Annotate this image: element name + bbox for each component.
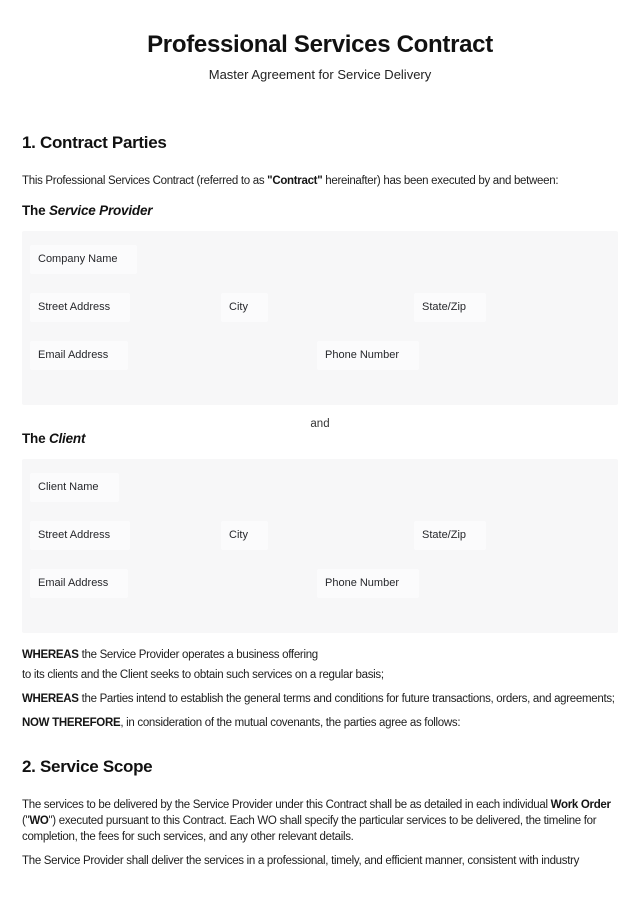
service-scope-paragraph-1: The services to be delivered by the Service Provider under this Contract shall be as detailed in each individual Work Order ("WO") executed pursuant to this Contract. Each WO shall specify the particular services to be delivered, the timeline for completion, the fees for such services, and any other relevant details.: [22, 799, 611, 843]
client-city-field[interactable]: City: [221, 521, 268, 550]
provider-state-zip-field[interactable]: State/Zip: [414, 293, 486, 322]
client-email-field[interactable]: Email Address: [30, 569, 128, 598]
client-name-field[interactable]: Client Name: [30, 473, 119, 502]
client-state-zip-field[interactable]: State/Zip: [414, 521, 486, 550]
client-info-box: [22, 459, 618, 633]
client-heading: The Client: [22, 431, 86, 446]
company-name-field[interactable]: Company Name: [30, 245, 137, 274]
section-heading-contract-parties: 1. Contract Parties: [22, 133, 167, 152]
service-scope-paragraph-2: The Service Provider shall deliver the services in a professional, timely, and efficient manner, consistent with industry: [22, 855, 580, 867]
intro-paragraph: This Professional Services Contract (referred to as "Contract" hereinafter) has been executed by and between:: [22, 175, 559, 187]
provider-row-address: [30, 293, 610, 322]
provider-heading: The Service Provider: [22, 203, 153, 218]
client-row-address: [30, 521, 610, 550]
section-heading-service-scope: 2. Service Scope: [22, 757, 153, 776]
provider-info-box: [22, 231, 618, 405]
document-title: Professional Services Contract: [147, 31, 493, 58]
provider-email-field[interactable]: Email Address: [30, 341, 128, 370]
client-row-contact: [30, 569, 610, 598]
and-separator: and: [310, 418, 330, 430]
now-therefore-clause: NOW THEREFORE, in consideration of the mutual covenants, the parties agree as follows:: [22, 717, 461, 729]
document-subtitle: Master Agreement for Service Delivery: [208, 67, 432, 82]
provider-phone-field[interactable]: Phone Number: [317, 341, 419, 370]
provider-row-contact: [30, 341, 610, 370]
provider-street-address-field[interactable]: Street Address: [30, 293, 130, 322]
client-row-name: [30, 473, 610, 502]
client-phone-field[interactable]: Phone Number: [317, 569, 419, 598]
provider-row-name: [30, 245, 610, 274]
provider-city-field[interactable]: City: [221, 293, 268, 322]
whereas-clause-2: WHEREAS the Parties intend to establish the general terms and conditions for future transactions, orders, and agreements;: [22, 693, 615, 705]
client-street-address-field[interactable]: Street Address: [30, 521, 130, 550]
whereas-clause-1: WHEREAS the Service Provider operates a business offering to its clients and the Client seeks to obtain such services on a regular basis;: [22, 649, 384, 681]
